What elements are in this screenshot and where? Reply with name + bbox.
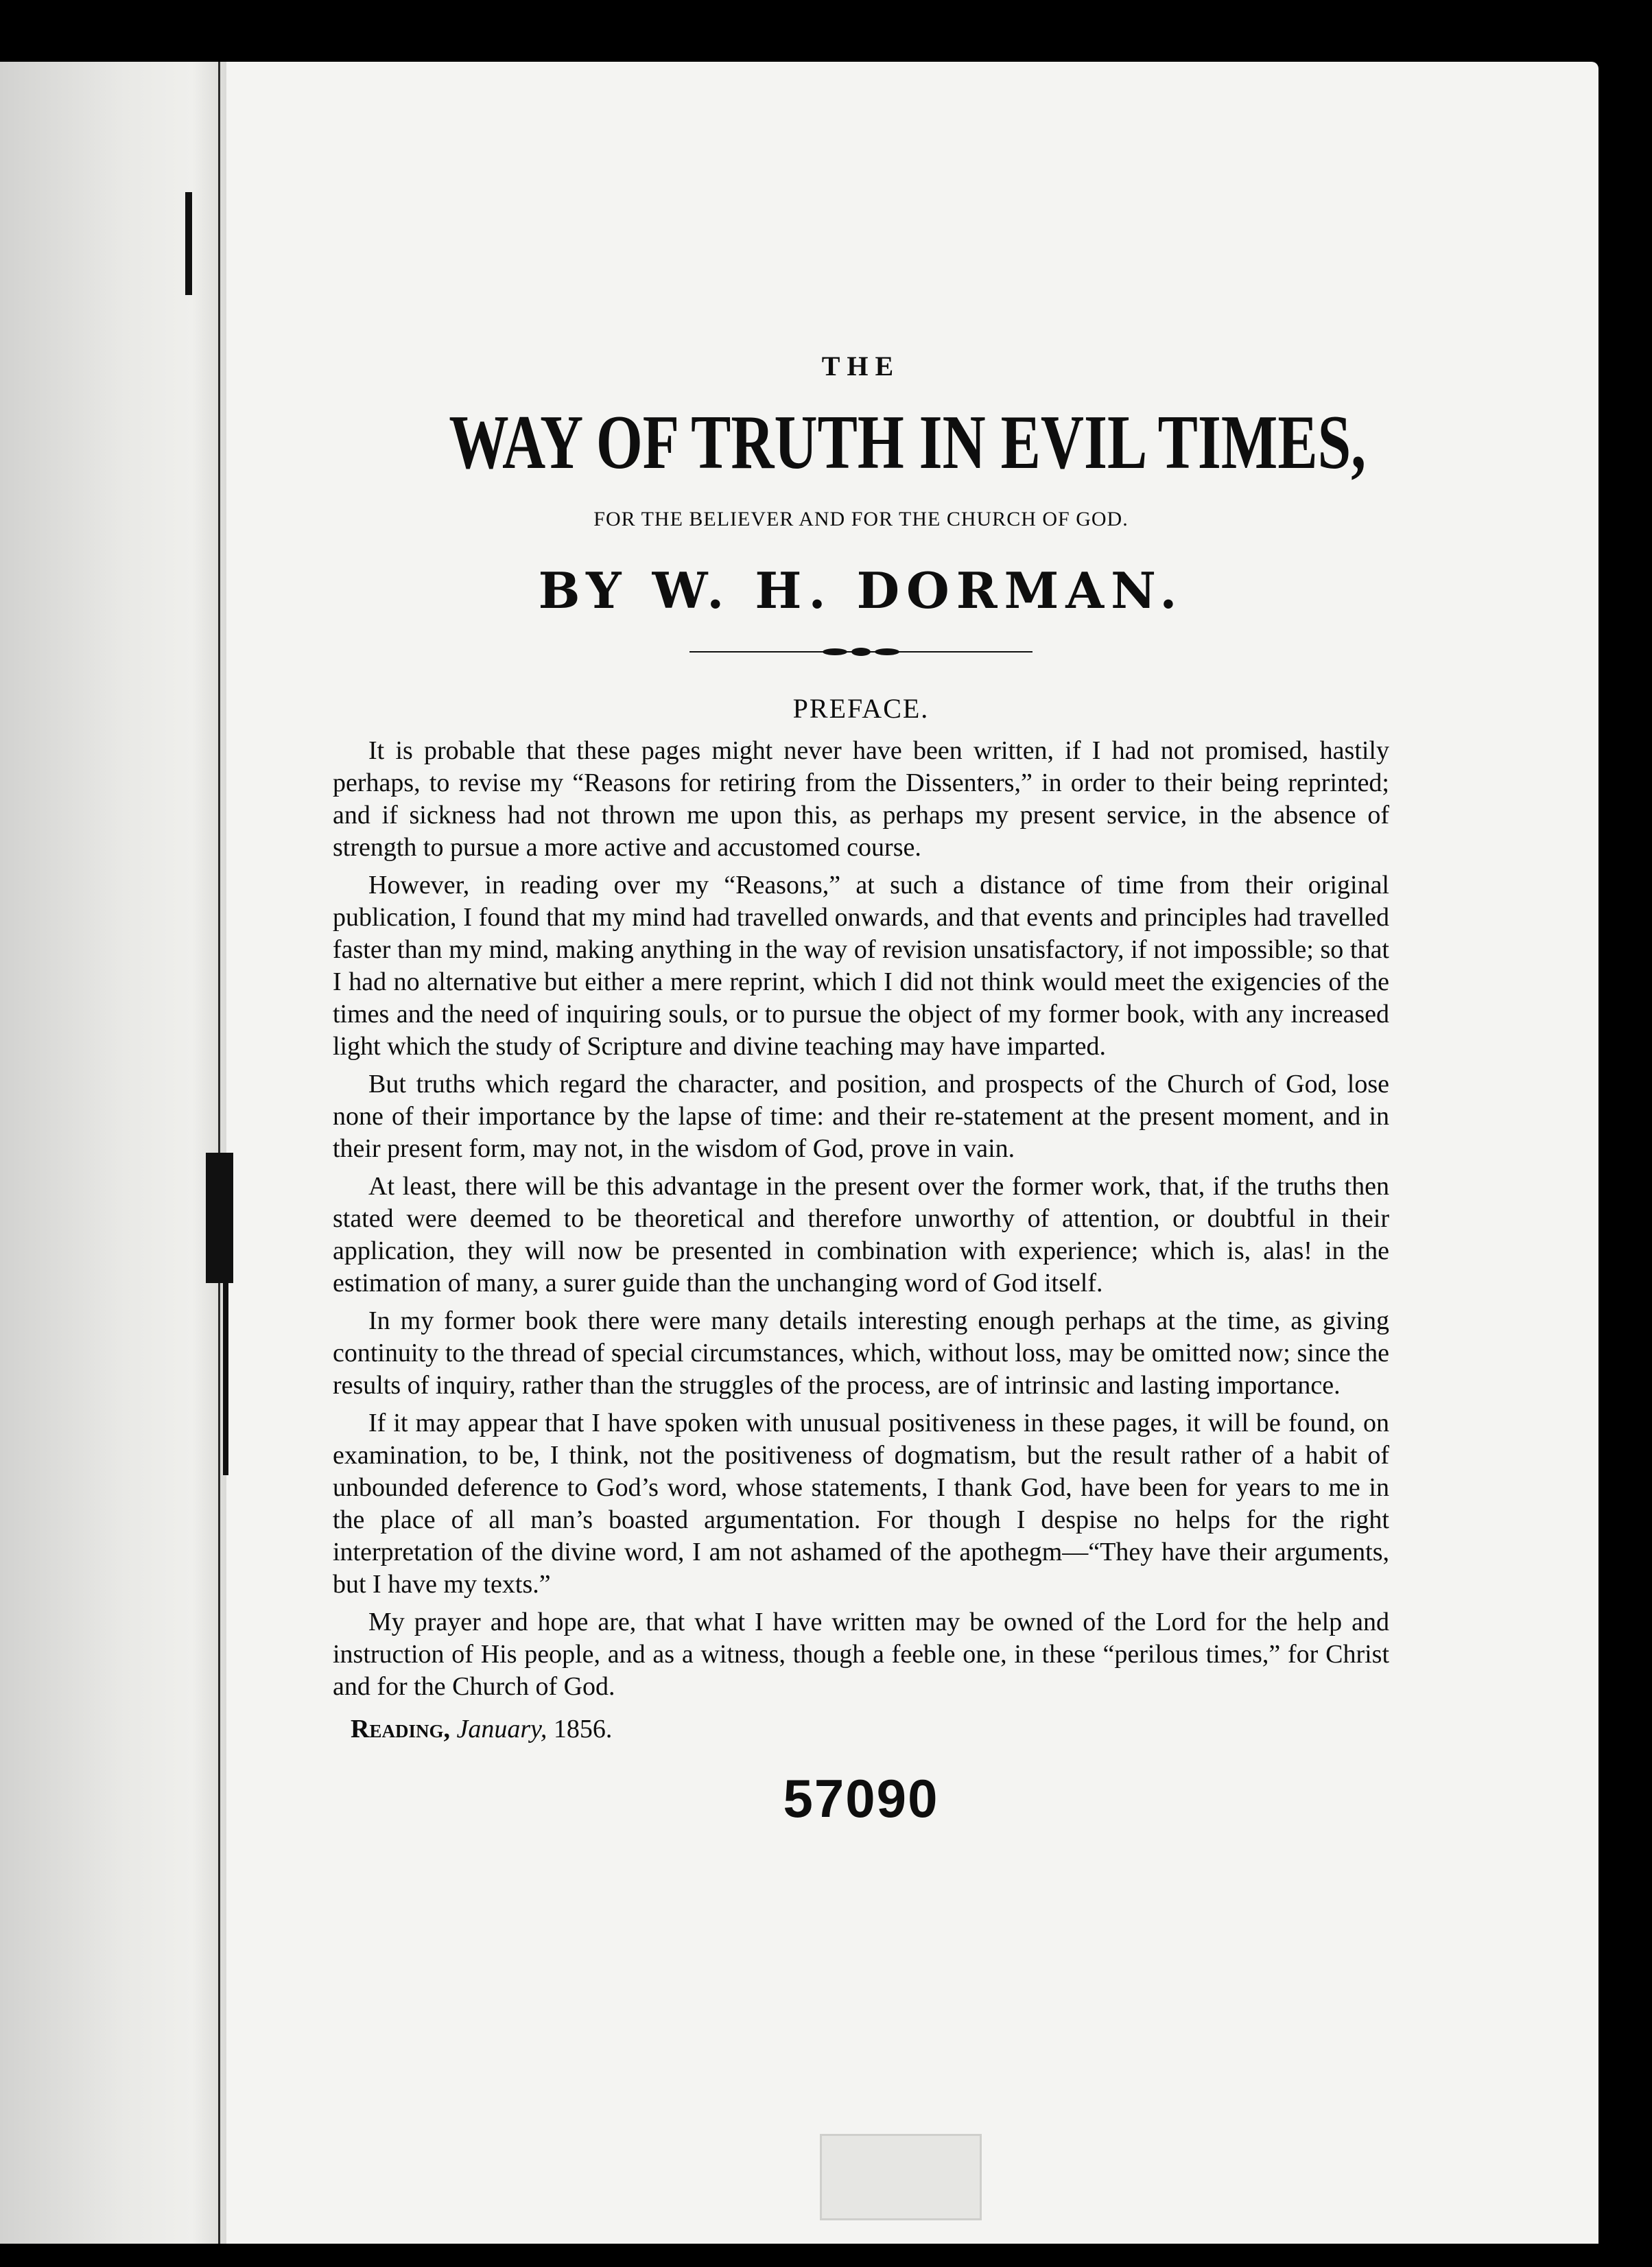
ornament-icon: [820, 647, 902, 657]
catalog-number: 57090: [783, 1768, 939, 1829]
signoff-line: [333, 1714, 1389, 1744]
preface-heading: PREFACE.: [792, 693, 930, 724]
preface-paragraph: It is probable that these pages might never have been written, if I had not promised, hastily perhaps, to revise my “Reasons for retiring from the Dissenters,” in order to their being reprinted; and if sickness had not thrown me upon this, as perhaps my present service, in the absence of strength to pursue a more active and accustomed course.: [333, 736, 1389, 862]
title-article: THE: [821, 351, 901, 381]
signoff-place: Reading,: [351, 1715, 450, 1743]
preface-paragraph: However, in reading over my “Reasons,” at such a distance of time from their original publication, I found that my mind had travelled onwards, and that events and principles had travelled faster than my mind, making anything in the way of revision unsatisfactory, if not impossible; so that I had no alternative but either a mere reprint, which I did not think would meet the exigencies of the times and the need of inquiring souls, or to pursue the object of my former book, with any increased light which the study of Scripture and divine teaching may have imparted.: [333, 871, 1389, 1061]
binding-stitch: [185, 192, 192, 295]
author-line: BY W. H. DORMAN.: [538, 561, 1184, 620]
binding-margin: [0, 62, 226, 2244]
preface-paragraph: My prayer and hope are, that what I have written may be owned of the Lord for the help and instruction of His people, and as a witness, though a feeble one, in these “perilous times,” for Christ and for the Church of God.: [333, 1608, 1389, 1701]
preface-paragraph: At least, there will be this advantage in the present over the former work, that, if the truths then stated were deemed to be theoretical and therefore unworthy of attention, or doubtful in their application, they will now be presented in combination with experience; which is, alas! in the estimation of many, a surer guide than the unchanging word of God itself.: [333, 1172, 1389, 1297]
library-stamp: [820, 2134, 982, 2220]
binding-tape: [206, 1153, 233, 1283]
preface-paragraph: If it may appear that I have spoken with unusual positiveness in these pages, it will be found, on examination, to be, I think, not the positiveness of dogmatism, but the result rather of a habit of unbounded deference to God’s word, whose statements, I thank God, have been for years to me in the place of all man’s boasted argumentation. For though I despise no helps for the right interpretation of the divine word, I am not ashamed of the apothegm—“They have their arguments, but I have my texts.”: [333, 1409, 1389, 1599]
page-subtitle: FOR THE BELIEVER AND FOR THE CHURCH OF GOD.: [593, 508, 1129, 530]
binding-stitch: [223, 1283, 228, 1475]
document-body: [333, 288, 1389, 1830]
signoff-year: 1856.: [553, 1715, 613, 1743]
preface-paragraph: In my former book there were many details interesting enough perhaps at the time, as giving continuity to the thread of special circumstances, which, without loss, may be omitted now; since the results of inquiry, rather than the struggles of the process, are of intrinsic and lasting importance.: [333, 1306, 1389, 1400]
page-title: WAY OF TRUTH IN EVIL TIMES,: [449, 400, 1367, 485]
paper-sheet: [0, 62, 1598, 2244]
preface-paragraph: But truths which regard the character, and position, and prospects of the Church of God, lose none of their importance by the lapse of time: and their re-statement at the present moment, and in their present form, may not, in the wisdom of God, prove in vain.: [333, 1070, 1389, 1163]
signoff-date: January,: [456, 1715, 547, 1743]
ornamental-rule: [689, 647, 1032, 657]
